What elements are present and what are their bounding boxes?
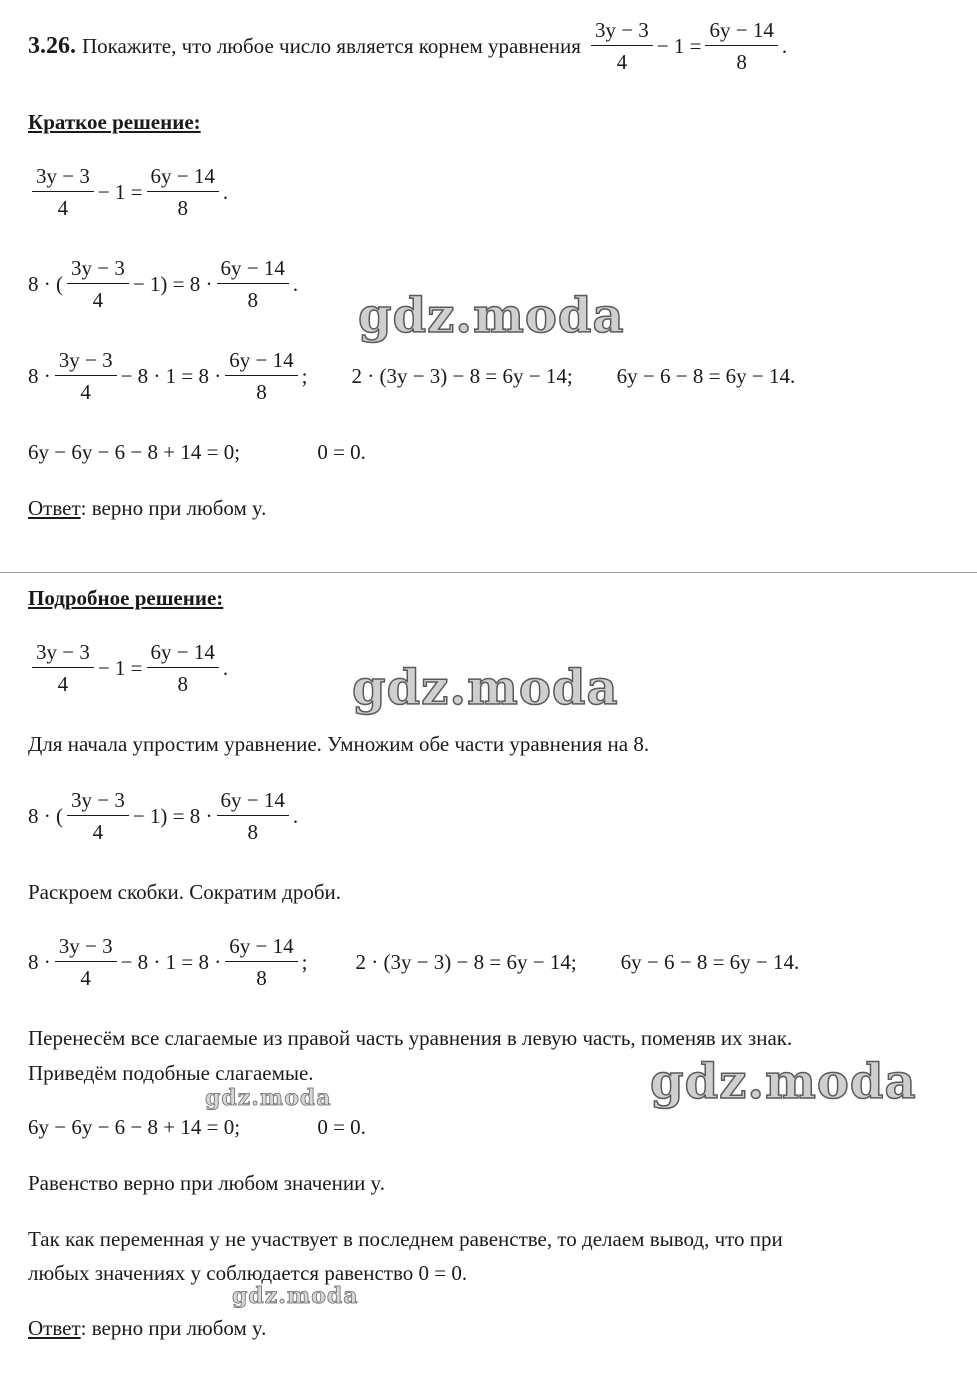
detailed-text-3: Перенесём все слагаемые из правой часть уравнения в левую часть, поменяв их знак.: [28, 1026, 793, 1050]
operator: − 8 · 1 = 8 ·: [120, 950, 222, 974]
numerator: 3y − 3: [71, 788, 125, 812]
detailed-answer: [28, 1316, 266, 1341]
fraction: [67, 790, 129, 843]
watermark-logo: gdz.moda: [352, 660, 619, 716]
numerator: 6y − 14: [150, 164, 215, 188]
fraction: [147, 166, 219, 219]
section-divider: [0, 572, 977, 573]
expression: 8 · (: [28, 804, 63, 828]
detailed-text-6: Так как переменная y не участвует в последнем равенстве, то делаем вывод, что при: [28, 1227, 783, 1251]
short-solution-heading: Краткое решение:: [28, 110, 201, 134]
operator: − 1 =: [97, 180, 143, 204]
expression: 8 · (: [28, 272, 63, 296]
operator: − 1 =: [656, 34, 702, 58]
detailed-equation-1: [28, 642, 228, 695]
operator: − 8 · 1 = 8 ·: [120, 364, 222, 388]
expression: 8 ·: [28, 950, 51, 974]
numerator: 3y − 3: [71, 256, 125, 280]
short-equation-4: [28, 440, 366, 465]
fraction: [217, 258, 289, 311]
numerator: 3y − 3: [594, 18, 649, 42]
numerator: 3y − 3: [36, 640, 90, 664]
denominator: 4: [616, 50, 628, 74]
expression: 2 · (3y − 3) − 8 = 6y − 14;: [351, 364, 573, 388]
fraction: [225, 350, 297, 403]
numerator: 6y − 14: [150, 640, 215, 664]
short-equation-2: [28, 258, 298, 311]
semicolon: ;: [301, 950, 308, 974]
short-answer: [28, 496, 266, 521]
denominator: 4: [57, 672, 69, 696]
detailed-text-1: Для начала упростим уравнение. Умножим обе части уравнения на 8.: [28, 732, 650, 756]
numerator: 3y − 3: [58, 934, 113, 958]
detailed-text-7: любых значениях y соблюдается равенство 0 = 0.: [28, 1261, 468, 1285]
answer-label: Ответ: [28, 1316, 81, 1340]
denominator: 4: [92, 288, 104, 312]
numerator: 3y − 3: [58, 348, 113, 372]
answer-label: Ответ: [28, 496, 81, 520]
problem-number: 3.26.: [28, 33, 76, 59]
watermark-logo: gdz.moda: [205, 1085, 332, 1111]
denominator: 4: [57, 196, 69, 220]
detailed-equation-2: [28, 790, 298, 843]
fraction: [147, 642, 219, 695]
fraction: [217, 790, 289, 843]
period: .: [292, 272, 299, 296]
denominator: 8: [177, 196, 188, 220]
denominator: 8: [736, 50, 747, 74]
detailed-solution-heading: Подробное решение:: [28, 586, 224, 610]
numerator: 3y − 3: [36, 164, 90, 188]
expression: 2 · (3y − 3) − 8 = 6y − 14;: [355, 950, 577, 974]
fraction: [705, 20, 777, 73]
detailed-equation-3: [28, 936, 799, 989]
period: .: [781, 34, 788, 58]
fraction: [67, 258, 129, 311]
operator: − 1) = 8 ·: [132, 272, 213, 296]
numerator: 6y − 14: [220, 788, 285, 812]
denominator: 8: [256, 380, 267, 404]
numerator: 6y − 14: [229, 934, 294, 958]
expression: 6y − 6y − 6 − 8 + 14 = 0;: [28, 440, 241, 464]
denominator: 4: [92, 820, 104, 844]
numerator: 6y − 14: [229, 348, 294, 372]
denominator: 8: [256, 966, 267, 990]
detailed-text-2: Раскроем скобки. Сократим дроби.: [28, 880, 342, 904]
problem-text: Покажите, что любое число является корнем уравнения: [82, 34, 581, 58]
answer-text: : верно при любом y.: [80, 1316, 267, 1340]
short-equation-3: [28, 350, 795, 403]
expression: 6y − 6 − 8 = 6y − 14.: [616, 364, 796, 388]
watermark-logo: gdz.moda: [358, 288, 625, 344]
period: .: [222, 656, 229, 680]
detailed-equation-4: [28, 1115, 366, 1140]
period: .: [292, 804, 299, 828]
numerator: 6y − 14: [220, 256, 285, 280]
denominator: 8: [247, 820, 258, 844]
denominator: 4: [80, 966, 91, 990]
fraction: [225, 936, 297, 989]
watermark-logo: gdz.moda: [650, 1054, 917, 1110]
denominator: 8: [177, 672, 188, 696]
watermark-logo: gdz.moda: [232, 1283, 359, 1309]
semicolon: ;: [301, 364, 308, 388]
expression: 6y − 6 − 8 = 6y − 14.: [620, 950, 800, 974]
fraction: [32, 642, 94, 695]
short-equation-1: [28, 166, 228, 219]
expression: 0 = 0.: [317, 1115, 366, 1139]
fraction: [32, 166, 94, 219]
expression: 8 ·: [28, 364, 51, 388]
fraction: [591, 20, 653, 73]
answer-text: : верно при любом y.: [80, 496, 267, 520]
fraction: [55, 350, 117, 403]
operator: − 1) = 8 ·: [132, 804, 213, 828]
expression: 0 = 0.: [317, 440, 366, 464]
denominator: 4: [80, 380, 91, 404]
detailed-text-4: Приведём подобные слагаемые.: [28, 1061, 314, 1085]
problem-statement: [28, 20, 787, 73]
fraction: [55, 936, 117, 989]
period: .: [222, 180, 229, 204]
expression: 6y − 6y − 6 − 8 + 14 = 0;: [28, 1115, 241, 1139]
numerator: 6y − 14: [709, 18, 774, 42]
operator: − 1 =: [97, 656, 143, 680]
detailed-text-5: Равенство верно при любом значении y.: [28, 1171, 385, 1195]
denominator: 8: [247, 288, 258, 312]
